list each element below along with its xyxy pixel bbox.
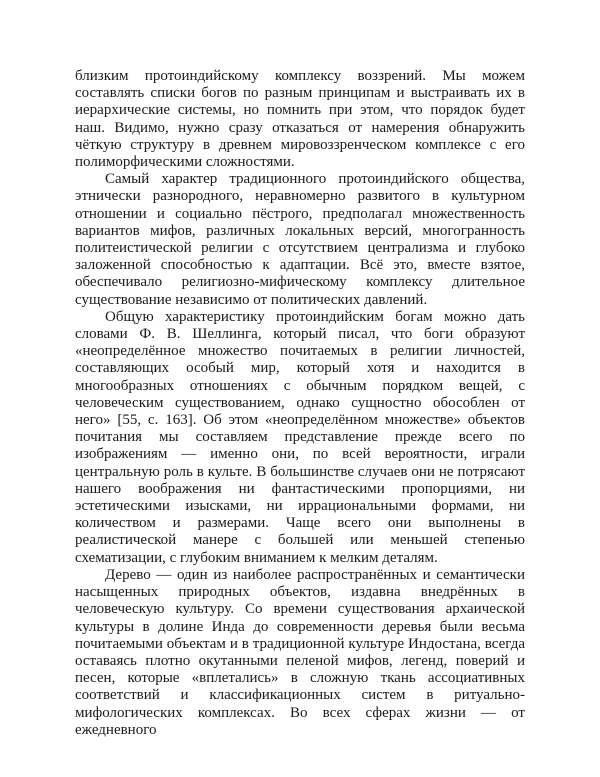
paragraph-2: Самый характер традиционного протоиндийского общества, этнически разнородного, неравномерно развитого в культурном отношении и социально пёстрого, предполагал множественность вариантов мифов, различных локальных версий, многогранность политеистической религии с отсутствием централизма и глубоко заложенной способностью к адаптации. Всё это, вместе взятое, обеспечивало религиозно-мифическому комплексу длительное существование независимо от политических давлений.	[75, 171, 525, 308]
paragraph-4: Дерево — один из наиболее распространённых и семантически насыщенных природных объектов, издавна внедрённых в человеческую культуру. Со времени существования архаической культуры в долине Инда до современности деревья были весьма почитаемыми объектам и в традиционной культуре Индостана, всегда оставаясь плотно окутанными пеленой мифов, легенд, поверий и песен, которые «вплетались» в сложную ткань ассоциативных соответствий и классификационных систем в ритуально-мифологических комплексах. Во всех сферах жизни — от ежедневного	[75, 566, 525, 738]
paragraph-3: Общую характеристику протоиндийским богам можно дать словами Ф. В. Шеллинга, который писал, что боги образуют «неопределённое множество почитаемых в религии личностей, составляющих особый мир, который хотя и находится в многообразных отношениях с обычным порядком вещей, с человеческим существованием, однако сущностно обособлен от него» [55, с. 163]. Об этом «неопределённом множестве» объектов почитания мы составляем представление прежде всего по изображениям — именно они, по всей вероятности, играли центральную роль в культе. В большинстве случаев они не потрясают нашего воображения ни фантастическими пропорциями, ни эстетическими изысками, ни иррациональными формами, ни количеством и размерами. Чаще всего они выполнены в реалистической манере с большей или меньшей степенью схематизации, с глубоким вниманием к мелким деталям.	[75, 308, 525, 566]
document-page	[75, 68, 525, 739]
paragraph-1: близким протоиндийскому комплексу воззрений. Мы можем составлять списки богов по разным принципам и выстраивать их в иерархические системы, но помнить при этом, что порядок будет наш. Видимо, нужно сразу отказаться от намерения обнаружить чёткую структуру в древнем мировоззренческом комплексе с его полиморфическими сложностями.	[75, 68, 525, 171]
